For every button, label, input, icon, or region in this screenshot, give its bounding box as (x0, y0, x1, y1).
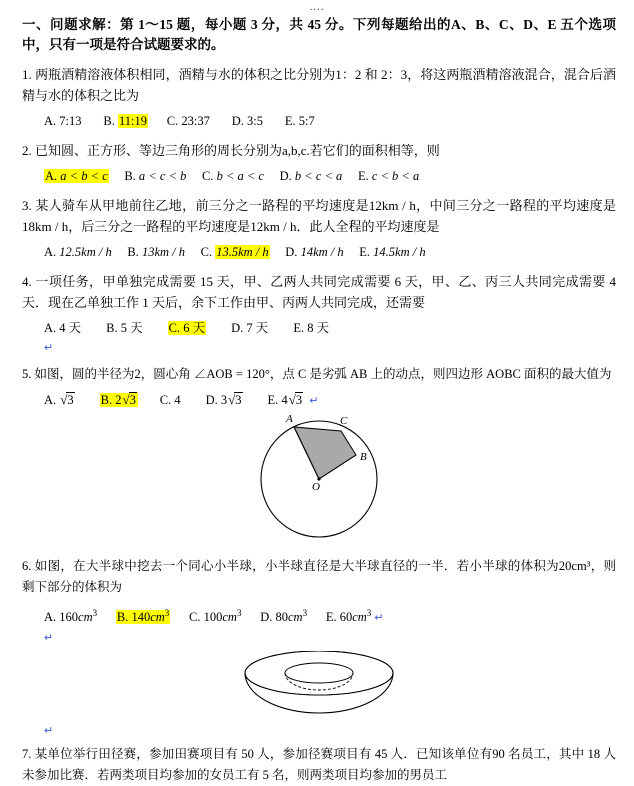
paragraph-mark: ↵ (44, 632, 54, 645)
option-a[interactable]: A. √3 (44, 392, 74, 407)
page-header-text: .... (309, 1, 325, 13)
question-2-text: 2. 已知圆、正方形、等边三角形的周长分别为a,b,c.若它们的面积相等，则 (22, 143, 440, 158)
option-e[interactable]: E. c < b < a (357, 169, 420, 183)
section-heading: 一、问题求解：第 1～15 题，每小题 3 分，共 45 分。下列每题给出的A、B、C、D、E 五个选项中，只有一项是符合试题要求的。 (22, 17, 616, 52)
question-2-options (22, 166, 616, 186)
option-e[interactable]: E. 8 天 (293, 321, 330, 335)
option-b[interactable]: B. 5 天 (106, 321, 143, 335)
option-e[interactable]: E. $60cm^3$ (325, 608, 372, 625)
question-5-options: A. √3 B. 2√3 C. 4 D. 3√3 E. 4√3 ↵ (22, 390, 616, 411)
option-c[interactable]: C. b < a < c (201, 169, 264, 183)
label-b: B (360, 451, 367, 463)
option-a[interactable]: A. 7:13 (44, 114, 82, 128)
hemisphere-figure-svg (239, 651, 399, 721)
figure-hemisphere-wrapper (22, 651, 616, 721)
document-content (0, 15, 634, 786)
question-4-options (22, 318, 616, 338)
question-5-text: 5. 如图，圆的半径为2，圆心角 ∠AOB = 120°，点 C 是劣弧 AB 上的动点，则四边形 AOBC 面积的最大值为 (22, 367, 612, 381)
option-d[interactable]: D. b < c < a (279, 169, 343, 183)
label-o: O (312, 481, 320, 493)
option-a[interactable]: A. 4 天 (44, 321, 82, 335)
option-b[interactable]: B. a < c < b (124, 169, 187, 183)
option-e[interactable]: E. 4√3 (267, 392, 303, 407)
option-b[interactable]: B. 13km / h (127, 245, 185, 259)
circle-figure-svg (214, 417, 424, 542)
option-d[interactable]: D. 7 天 (231, 321, 269, 335)
option-d[interactable]: D. 3√3 (205, 392, 242, 407)
label-c: C (340, 415, 348, 427)
option-b[interactable]: B. 2√3 (100, 392, 136, 407)
option-a[interactable]: A. $160cm^3$ (44, 608, 98, 625)
option-c[interactable]: C. 6 天 (168, 321, 206, 335)
option-d[interactable]: D. $80cm^3$ (260, 608, 308, 625)
option-a[interactable]: A. a < b < c (45, 169, 108, 183)
question-6-options: A. $160cm^3$ B. $140cm^3$ C. $100cm^3$ D. $80cm^3$ E. $60cm^3$ ↵ (22, 603, 616, 628)
question-3-options (22, 242, 616, 262)
hemisphere-figure (239, 651, 399, 721)
option-c[interactable]: C. 4 (159, 393, 181, 407)
option-d[interactable]: D. 14km / h (285, 245, 344, 259)
option-b[interactable]: B. $140cm^3$ (116, 608, 170, 625)
option-e[interactable]: E. 5:7 (284, 114, 315, 128)
option-c[interactable]: C. 23:37 (166, 114, 210, 128)
option-a[interactable]: A. 12.5km / h (44, 245, 112, 259)
circle-figure (214, 413, 424, 542)
question-6-text: 6. 如图，在大半球中挖去一个同心小半球，小半球直径是大半球直径的一半．若小半球的体积为20cm³，则剩下部分的体积为 (22, 559, 617, 594)
question-3-text: 3. 某人骑车从甲地前往乙地，前三分之一路程的平均速度是12km / h，中间三分之一路程的平均速度是18km / h，后三分之一路程的平均速度是12km / h．此人全程的平均速度是 (22, 198, 616, 234)
paragraph-mark: ↵ (44, 342, 54, 354)
paragraph-mark: ↵ (44, 725, 54, 738)
option-c[interactable]: C. $100cm^3$ (189, 608, 242, 625)
question-1-options (22, 111, 616, 131)
option-e[interactable]: E. 14.5km / h (359, 245, 426, 259)
question-4-text: 4. 一项任务，甲单独完成需要 15 天，甲、乙两人共同完成需要 6 天，甲、乙、丙三人共同完成需要 4 天．现在乙单独工作 1 天后，余下工作由甲、丙两人共同完成，还需要 (22, 274, 616, 310)
question-1-text: 1. 两瓶酒精溶液体积相同，酒精与水的体积之比分别为1：2 和 2：3，将这两瓶酒精溶液混合，混合后酒精与水的体积之比为 (22, 67, 616, 103)
figure-circle-wrapper (22, 413, 616, 542)
question-7-text: 7. 某单位举行田径赛，参加田赛项目有 50 人，参加径赛项目有 45 人．已知该单位有90 名员工，其中 18 人未参加比赛．若两类项目均参加的女员工有 5 名，则两类项目均参加的男员工 (22, 747, 617, 783)
option-d[interactable]: D. 3:5 (231, 114, 263, 128)
option-b[interactable]: B. 11:19 (103, 114, 147, 128)
option-c[interactable]: C. 13.5km / h (200, 245, 269, 259)
label-a: A (286, 413, 293, 425)
